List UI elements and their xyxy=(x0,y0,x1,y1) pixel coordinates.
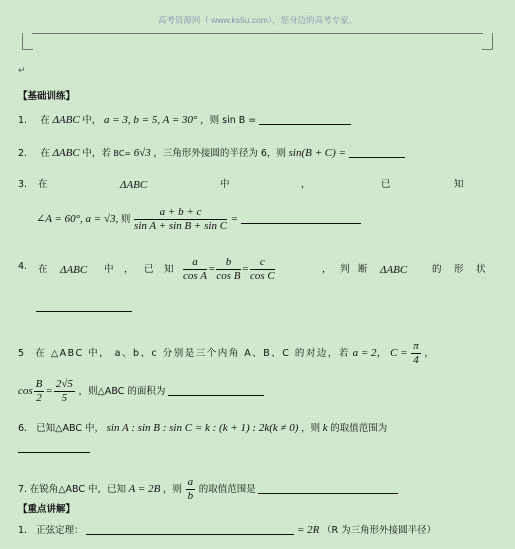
q4-word-8: 断 xyxy=(358,264,368,275)
q5-r-den: 5 xyxy=(61,392,68,404)
q1-num: 1. xyxy=(18,115,28,126)
q3-answer-blank[interactable] xyxy=(241,212,361,224)
q7-frac-den: b xyxy=(187,490,194,502)
q4-f2-den: cos B xyxy=(216,270,241,282)
q7-text: 在锐角△ABC 中，已知 xyxy=(29,483,127,495)
q7-mid: ，则 xyxy=(162,483,182,495)
q1-triangle: ΔABC xyxy=(52,114,80,126)
q2-num: 2. xyxy=(18,148,28,159)
q6-text: 已知△ABC 中， xyxy=(36,423,104,434)
q7-fraction xyxy=(186,476,196,503)
page-header: 高考资源网（ www.ks5u.com），您身边的高考专家。 xyxy=(157,15,358,25)
q5-end: ， xyxy=(424,347,434,359)
q3-frac-den: sin A + sin B + sin C xyxy=(134,220,228,232)
q6-expr: sin A : sin B : sin C = k : (k + 1) : 2k(k ≠ 0) xyxy=(106,422,299,434)
question-5-line2 xyxy=(18,378,264,405)
q4-word-1: 在 xyxy=(38,264,48,275)
k1-note: （R 为三角形外接圆半径） xyxy=(321,525,437,536)
q5-r-num: 2√5 xyxy=(55,378,73,390)
q5-cos: cos xyxy=(18,384,33,397)
question-4-line2 xyxy=(36,300,132,315)
q2-value: 6√3 xyxy=(133,147,151,159)
q7-answer-blank[interactable] xyxy=(258,482,398,494)
q5-b-num: B xyxy=(35,378,43,390)
q1-pre: 在 xyxy=(40,115,50,126)
q7-ask: 的取值范围是 xyxy=(198,483,256,495)
q4-equation: $\frac{a}{\text{cos A}}$ = $\frac{b}{\text{cos B}}$ = $\frac{c}{\text{cos C}}$ xyxy=(183,256,275,282)
q4-word-9: 的 xyxy=(432,264,442,275)
question-1 xyxy=(18,113,351,128)
q3-condition: ∠A = 60°, a = √3, xyxy=(36,212,119,225)
q4-word-3: ， xyxy=(124,264,134,275)
question-2 xyxy=(18,146,405,161)
q3-word-1: 在 xyxy=(38,179,48,190)
return-mark: ↵ xyxy=(18,66,26,76)
key-point-1 xyxy=(18,523,436,538)
q5-num: 5 xyxy=(18,347,25,359)
q2-triangle: ΔABC xyxy=(52,147,80,159)
question-7 xyxy=(18,476,398,503)
q3-fraction xyxy=(134,206,227,233)
header-rule xyxy=(32,33,483,34)
q4-word-5: 知 xyxy=(164,264,174,275)
q4-word-2: 中 xyxy=(104,264,114,275)
q4-f2-num: b xyxy=(216,256,240,270)
q6-num: 6． xyxy=(18,423,34,434)
k1-answer-blank[interactable] xyxy=(86,523,294,535)
q2-mid: 中，若 xyxy=(82,148,111,159)
q3-word-4: 已 xyxy=(381,179,391,190)
section-key-points: 【重点讲解】 xyxy=(18,504,76,515)
q2-expr: sin(B + C) = xyxy=(288,147,346,159)
q1-mid: 中， xyxy=(82,115,102,126)
question-6-line2 xyxy=(18,441,90,456)
q4-f1-den: cos A xyxy=(183,270,207,282)
q5-c: C = xyxy=(390,346,408,359)
q5-answer-blank[interactable] xyxy=(168,384,264,396)
corner-mark-right xyxy=(482,33,493,50)
q5-pi-num: π xyxy=(413,340,419,352)
q6-ask2: 的取值范围为 xyxy=(330,423,388,434)
question-3-line2 xyxy=(36,206,361,233)
q5-b-den: 2 xyxy=(36,392,42,404)
q3-equals: = xyxy=(230,212,239,225)
q3-frac-num: a + b + c xyxy=(134,206,227,220)
q1-given: a = 3, b = 5, A = 30° xyxy=(103,114,198,126)
q6-k: k xyxy=(322,422,328,434)
q3-then: 则 xyxy=(120,213,131,225)
q2-mid2: ，三角形外接圆的半径为 6，则 xyxy=(153,148,286,159)
q1-ask: ，则 sin B = xyxy=(200,115,257,126)
q6-answer-blank[interactable] xyxy=(18,441,90,453)
k1-equals-2r: = 2R xyxy=(296,524,320,536)
question-5-line1 xyxy=(18,340,434,367)
q5-pi-den: 4 xyxy=(413,354,419,366)
q4-word-4: 已 xyxy=(144,264,154,275)
q5-equals: = xyxy=(45,384,53,397)
q4-triangle-2: ΔABC xyxy=(380,264,408,276)
q1-answer-blank[interactable] xyxy=(259,113,351,125)
q3-word-5: 知 xyxy=(454,179,464,190)
q4-word-7: 判 xyxy=(340,264,350,275)
k1-label: 正弦定理： xyxy=(36,525,84,536)
q3-num: 3. xyxy=(18,179,28,190)
q4-num: 4. xyxy=(18,261,28,272)
q2-bc: BC= xyxy=(113,149,132,158)
q7-frac-num: a xyxy=(187,476,194,488)
q4-answer-blank[interactable] xyxy=(36,300,132,312)
q2-pre: 在 xyxy=(40,148,50,159)
question-6 xyxy=(18,421,387,436)
q2-answer-blank[interactable] xyxy=(349,146,405,158)
corner-mark-left xyxy=(22,33,33,50)
q5-ask: ，则△ABC 的面积为 xyxy=(78,385,166,397)
q7-condition: A = 2B xyxy=(128,482,161,495)
q4-f3-num: c xyxy=(250,256,275,270)
q4-f3-den: cos C xyxy=(249,270,275,282)
q4-word-6: ， xyxy=(322,264,332,275)
q5-text: 在 △ABC 中， a、b、c 分别是三个内角 A、B、C 的对边，若 xyxy=(35,347,350,359)
q4-word-10: 形 xyxy=(454,264,464,275)
q3-word-3: ， xyxy=(301,179,311,190)
question-3-line1 xyxy=(18,178,478,192)
q6-ask: ，则 xyxy=(301,423,321,434)
q4-triangle: ΔABC xyxy=(60,264,88,276)
q7-num: 7. xyxy=(18,483,28,495)
q4-f1-num: a xyxy=(183,256,207,270)
section-basic-training: 【基础训练】 xyxy=(18,91,76,102)
q5-a: a = 2， xyxy=(352,346,388,359)
question-4-line1 xyxy=(18,256,488,282)
q3-word-2: 中 xyxy=(220,179,230,190)
q3-triangle: ΔABC xyxy=(120,179,148,191)
k1-num: 1． xyxy=(18,525,34,536)
q4-word-11: 状 xyxy=(476,264,486,275)
q5-pi-fraction xyxy=(411,340,421,367)
